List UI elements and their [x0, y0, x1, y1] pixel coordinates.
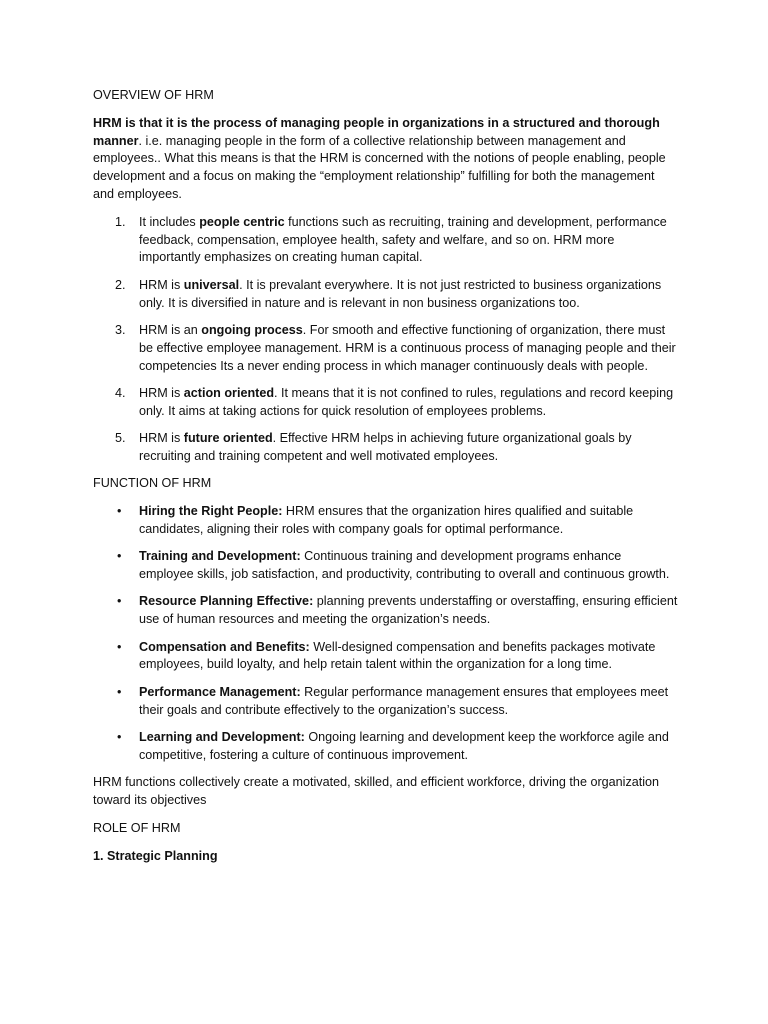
overview-heading: OVERVIEW OF HRM — [93, 88, 214, 102]
item-text: Well-designed compensation and benefits packages motivate employees, build loyalty, and help retain talent within the organization for a long time. — [139, 639, 656, 672]
item-keyword: universal — [183, 277, 240, 292]
overview-characteristics-list — [93, 214, 678, 466]
bullet-icon: • — [117, 549, 122, 564]
item-text: Regular performance management ensures that employees meet their goals and contribute effectively to the organization’s success. — [139, 684, 669, 717]
list-number: 4. — [115, 385, 126, 400]
item-keyword: people centric — [199, 214, 285, 229]
overview-intro-bold: HRM is that it is the process of managing people in organizations in a structured and thorough manner — [93, 115, 660, 148]
item-title: Learning and Development: — [139, 730, 305, 745]
item-text: . For smooth and effective functioning of organization, there must be effective employee management. HRM is a continuous process of managing people and their competencies Its a never ending process in which manager continuously deals with people. — [139, 322, 676, 373]
list-item — [93, 430, 678, 466]
functions-summary-paragraph: HRM functions collectively create a motivated, skilled, and efficient workforce, driving the organization toward its objectives — [93, 775, 660, 808]
list-item — [93, 729, 678, 765]
bullet-icon: • — [117, 639, 122, 654]
item-text: Ongoing learning and development keep the workforce agile and competitive, fostering a culture of continuous improvement. — [139, 730, 669, 762]
list-item — [93, 593, 678, 629]
item-text: HRM is — [139, 277, 184, 292]
list-item — [93, 322, 678, 375]
list-item — [93, 503, 678, 539]
bullet-icon: • — [117, 684, 122, 699]
item-keyword: future oriented — [183, 431, 273, 446]
item-keyword: action oriented — [183, 385, 275, 400]
bullet-icon: • — [117, 594, 122, 609]
list-item — [93, 548, 678, 584]
item-title: Compensation and Benefits: — [139, 639, 310, 654]
item-text: HRM is — [139, 385, 184, 400]
overview-intro-paragraph — [93, 115, 678, 204]
item-title: Resource Planning Effective: — [139, 594, 314, 609]
bullet-icon: • — [117, 730, 122, 745]
item-keyword: ongoing process — [201, 322, 303, 337]
item-title: Training and Development: — [139, 549, 301, 564]
item-title: Hiring the Right People: — [139, 504, 283, 519]
functions-list — [93, 503, 678, 765]
functions-heading: FUNCTION OF HRM — [93, 476, 212, 491]
item-text: . Effective HRM helps in achieving future organizational goals by recruiting and training competent and well motivated employees. — [139, 431, 632, 463]
role-heading: ROLE OF HRM — [93, 820, 181, 835]
item-text: . It means that it is not confined to rules, regulations and record keeping only. It aims at taking actions for quick resolution of employees problems. — [139, 385, 674, 418]
item-title: Performance Management: — [139, 684, 301, 699]
list-item — [93, 277, 678, 313]
item-text: HRM is an — [139, 322, 202, 337]
list-number: 1. — [115, 214, 126, 229]
item-text: functions such as recruiting, training and development, performance feedback, compensation, employee health, safety and welfare, and so on. HRM more importantly emphasizes on creating human capital. — [139, 214, 667, 265]
strategic-planning-subheading: 1. Strategic Planning — [93, 848, 218, 863]
bullet-icon: • — [117, 504, 122, 519]
list-number: 3. — [115, 322, 126, 337]
overview-intro-text: . i.e. managing people in the form of a collective relationship between management and employees.. What this means is that the HRM is concerned with the notions of people enabling, people development and a focus on making the “employment relationship” fulfilling for both the management and employees. — [93, 133, 666, 201]
list-item — [93, 684, 678, 720]
list-item — [93, 214, 678, 267]
item-text: HRM ensures that the organization hires qualified and suitable candidates, aligning their roles with company goals for optimal performance. — [139, 504, 634, 536]
item-text: . It is prevalant everywhere. It is not just restricted to business organizations only. It is diversified in nature and is relevant in non business organizations too. — [139, 277, 662, 310]
list-item — [93, 385, 678, 421]
item-text: Continuous training and development programs enhance employee skills, job satisfaction, and productivity, contributing to overall and continuous growth. — [139, 549, 670, 582]
list-item — [93, 639, 678, 675]
item-text: HRM is — [139, 431, 184, 446]
item-text: planning prevents understaffing or overstaffing, ensuring efficient use of human resources and meeting the organization’s needs. — [139, 594, 678, 627]
list-number: 2. — [115, 277, 126, 292]
document-page — [93, 87, 678, 865]
list-number: 5. — [115, 431, 126, 446]
item-text: It includes — [139, 214, 200, 229]
